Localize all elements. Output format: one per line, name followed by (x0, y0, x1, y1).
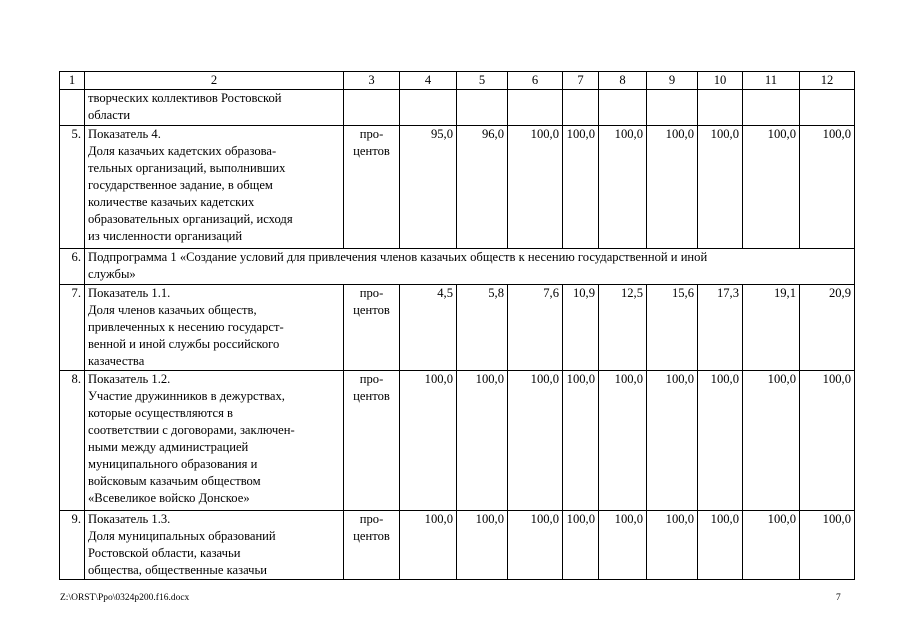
value-cell: 100,0 (400, 511, 457, 580)
unit-cell: про- центов (344, 126, 400, 249)
value-cell: 5,8 (457, 285, 508, 371)
value-cell: 100,0 (800, 511, 855, 580)
indicator-text: Показатель 1.1. Доля членов казачьих обществ, привлеченных к несению государст- венной и иной службы российского казачества (85, 285, 344, 371)
value-cell: 100,0 (508, 371, 563, 511)
header-cell: 3 (344, 72, 400, 90)
value-cell: 100,0 (457, 511, 508, 580)
subprogram-row (60, 249, 855, 285)
indicator-text: Показатель 1.2. Участие дружинников в дежурствах, которые осуществляются в соответствии с договорами, заключен- ными между администрацией муниципального образования и войсковым казачьим обществом «Всевеликое войско Донское» (85, 371, 344, 511)
table-row (60, 90, 855, 126)
row-number: 5. (60, 126, 85, 249)
value-cell: 100,0 (457, 371, 508, 511)
value-cell: 95,0 (400, 126, 457, 249)
value-cell: 100,0 (599, 371, 647, 511)
unit-cell: про- центов (344, 371, 400, 511)
header-cell: 4 (400, 72, 457, 90)
unit-cell: про- центов (344, 285, 400, 371)
header-cell: 8 (599, 72, 647, 90)
value-cell: 17,3 (698, 285, 743, 371)
row-number: 8. (60, 371, 85, 511)
unit-cell: про- центов (344, 511, 400, 580)
header-cell: 5 (457, 72, 508, 90)
value-cell: 100,0 (698, 511, 743, 580)
value-cell: 100,0 (599, 511, 647, 580)
value-cell: 100,0 (599, 126, 647, 249)
value-cell: 12,5 (599, 285, 647, 371)
value-cell: 10,9 (563, 285, 599, 371)
value-cell: 100,0 (508, 511, 563, 580)
value-cell: 100,0 (563, 511, 599, 580)
row-number: 6. (60, 249, 85, 285)
value-cell: 7,6 (508, 285, 563, 371)
footer-page-number: 7 (836, 593, 841, 603)
table-row (60, 371, 855, 511)
value-cell: 15,6 (647, 285, 698, 371)
indicators-table (59, 71, 855, 580)
value-cell: 100,0 (647, 511, 698, 580)
value-cell: 100,0 (563, 126, 599, 249)
table-row (60, 285, 855, 371)
value-cell: 100,0 (743, 126, 800, 249)
value-cell: 100,0 (508, 126, 563, 249)
value-cell: 100,0 (698, 371, 743, 511)
header-cell: 9 (647, 72, 698, 90)
value-cell: 100,0 (743, 511, 800, 580)
indicator-text: Показатель 4. Доля казачьих кадетских образова- тельных организаций, выполнивших государственное задание, в общем количестве казачьих кадетских образовательных организаций, исходя из численности организаций (85, 126, 344, 249)
value-cell: 100,0 (563, 371, 599, 511)
value-cell: 100,0 (800, 371, 855, 511)
footer-file-path: Z:\ORST\Ppo\0324p200.f16.docx (60, 593, 190, 603)
subprogram-title: Подпрограмма 1 «Создание условий для привлечения членов казачьих обществ к несению государственной и иной службы» (85, 249, 855, 285)
table-row (60, 511, 855, 580)
header-cell: 6 (508, 72, 563, 90)
header-cell: 1 (60, 72, 85, 90)
header-row (60, 72, 855, 90)
header-cell: 10 (698, 72, 743, 90)
header-cell: 11 (743, 72, 800, 90)
value-cell: 20,9 (800, 285, 855, 371)
value-cell: 100,0 (400, 371, 457, 511)
value-cell: 19,1 (743, 285, 800, 371)
value-cell: 100,0 (698, 126, 743, 249)
value-cell: 96,0 (457, 126, 508, 249)
indicator-text: творческих коллективов Ростовской области (85, 90, 344, 126)
row-number: 7. (60, 285, 85, 371)
row-number: 9. (60, 511, 85, 580)
value-cell: 100,0 (647, 371, 698, 511)
indicator-text: Показатель 1.3. Доля муниципальных образований Ростовской области, казачьи общества, общественные казачьи (85, 511, 344, 580)
value-cell: 100,0 (647, 126, 698, 249)
value-cell: 100,0 (743, 371, 800, 511)
header-cell: 12 (800, 72, 855, 90)
header-cell: 2 (85, 72, 344, 90)
table-row (60, 126, 855, 249)
value-cell: 4,5 (400, 285, 457, 371)
value-cell: 100,0 (800, 126, 855, 249)
row-number (60, 90, 85, 126)
header-cell: 7 (563, 72, 599, 90)
